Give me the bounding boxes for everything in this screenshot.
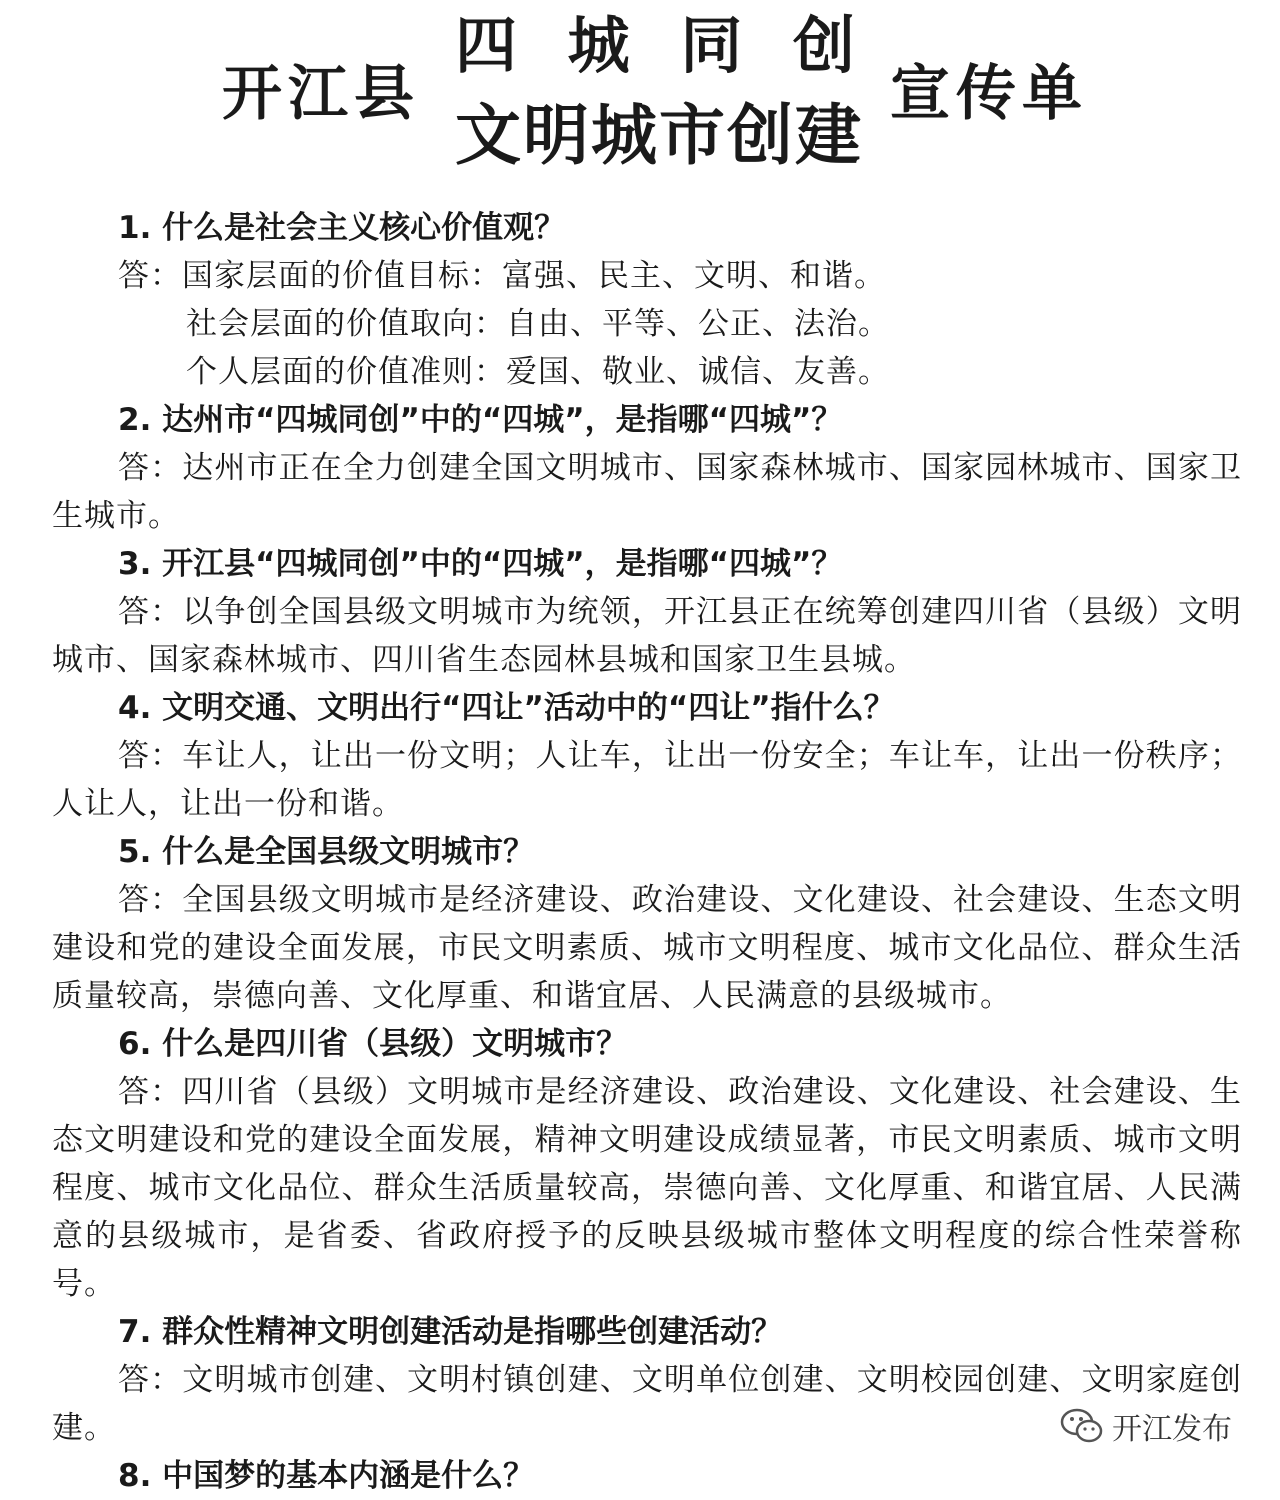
- watermark-text: 开江发布: [1112, 1412, 1232, 1447]
- header-left-title: 开江县: [222, 59, 420, 129]
- header-center-bottom: 文明城市创建: [455, 96, 863, 174]
- header-char: 城: [567, 9, 630, 82]
- question: 5. 什么是全国县级文明城市？: [118, 834, 535, 870]
- answer-line: 个人层面的价值准则：爱国、敬业、诚信、友善。: [186, 354, 890, 390]
- answer: 答：以争创全国县级文明城市为统领，开江县正在统筹创建四川省（县级）文明城市、国家森林城市、四川省生态园林县城和国家卫生县城。: [52, 594, 1242, 678]
- question: 3. 开江县“四城同创”中的“四城”，是指哪“四城”？: [118, 546, 843, 582]
- question: 4. 文明交通、文明出行“四让”活动中的“四让”指什么？: [118, 690, 895, 726]
- header-center-top: [455, 0, 855, 85]
- header-char: 四: [455, 9, 518, 82]
- wechat-icon: [1060, 1406, 1104, 1446]
- question: 8. 中国梦的基本内涵是什么？: [118, 1458, 535, 1494]
- answer: 答：全国县级文明城市是经济建设、政治建设、文化建设、社会建设、生态文明建设和党的建设全面发展，市民文明素质、城市文明程度、城市文化品位、群众生活质量较高，崇德向善、文化厚重、和谐宜居、人民满意的县级城市。: [52, 882, 1242, 1014]
- question: 7. 群众性精神文明创建活动是指哪些创建活动？: [118, 1314, 783, 1350]
- question: 1. 什么是社会主义核心价值观？: [118, 210, 566, 246]
- question: 2. 达州市“四城同创”中的“四城”，是指哪“四城”？: [118, 402, 843, 438]
- question: 6. 什么是四川省（县级）文明城市？: [118, 1026, 628, 1062]
- answer: 答：文明城市创建、文明村镇创建、文明单位创建、文明校园创建、文明家庭创建。: [52, 1362, 1242, 1446]
- answer: 答：达州市正在全力创建全国文明城市、国家森林城市、国家园林城市、国家卫生城市。: [52, 450, 1242, 534]
- header-char: 创: [792, 9, 855, 82]
- header-right-title: 宣传单: [890, 59, 1088, 129]
- qa-list: [52, 204, 1242, 1500]
- watermark: [1060, 1404, 1232, 1448]
- answer: 答：车让人，让出一份文明；人让车，让出一份安全；车让车，让出一份秩序；人让人，让出一份和谐。: [52, 738, 1242, 822]
- answer: 答：四川省（县级）文明城市是经济建设、政治建设、文化建设、社会建设、生态文明建设和党的建设全面发展，精神文明建设成绩显著，市民文明素质、城市文明程度、城市文化品位、群众生活质量较高，崇德向善、文化厚重、和谐宜居、人民满意的县级城市，是省委、省政府授予的反映县级城市整体文明程度的综合性荣誉称号。: [52, 1074, 1242, 1302]
- page-header: [0, 0, 1280, 174]
- answer-line: 社会层面的价值取向：自由、平等、公正、法治。: [186, 306, 890, 342]
- header-char: 同: [680, 9, 743, 82]
- answer: 答：国家层面的价值目标：富强、民主、文明、和谐。: [118, 258, 886, 294]
